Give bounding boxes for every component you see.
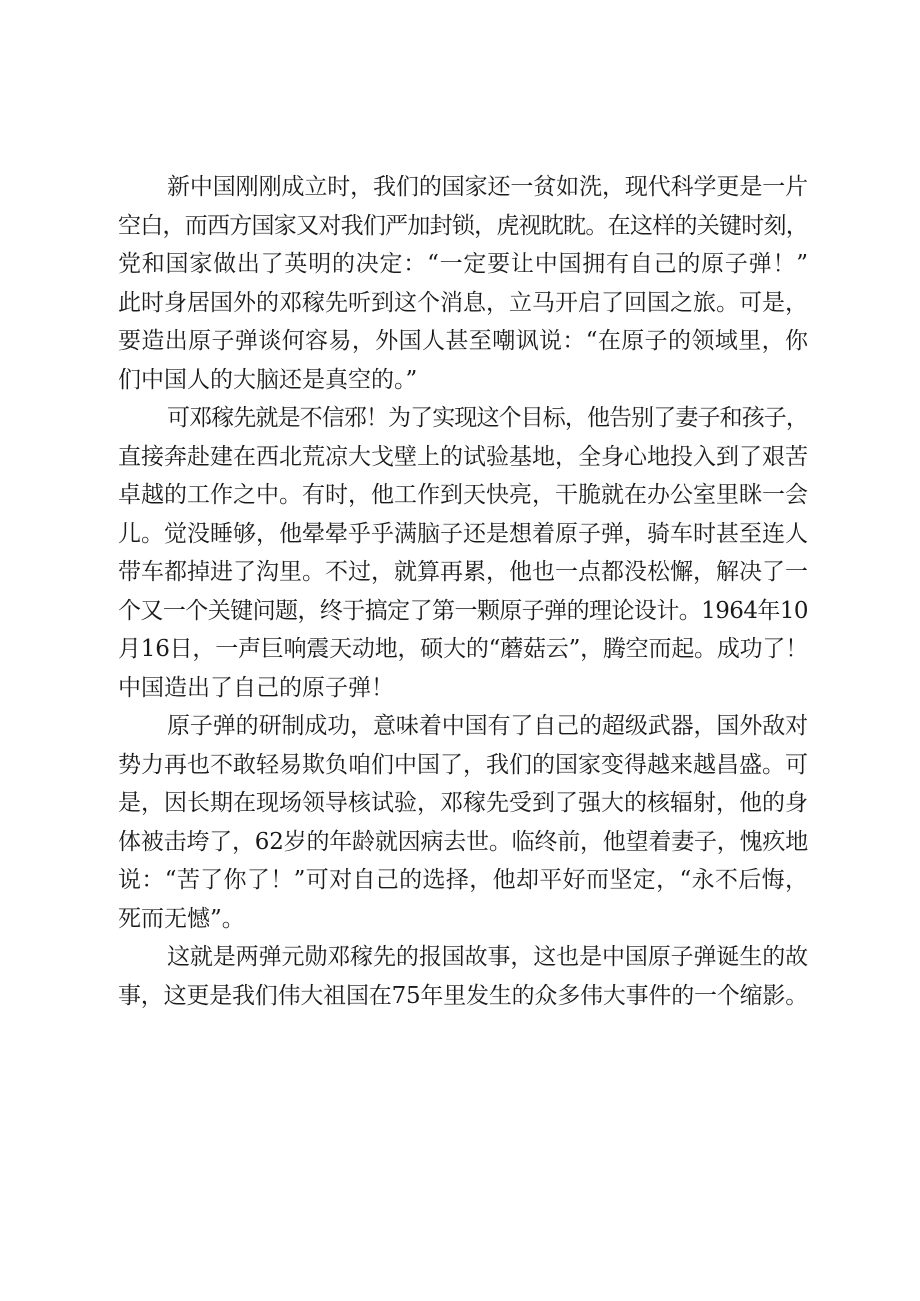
text-line: 们中国人的大脑还是真空的。” xyxy=(118,366,418,393)
text-line: 党和国家做出了英明的决定：“一定要让中国拥有自己的原子弹！” xyxy=(118,251,808,277)
paragraph-4 xyxy=(118,938,808,1015)
text-line: 事，这更是我们伟大祖国在75年里发生的众多伟大事件的一个缩影。 xyxy=(118,982,808,1009)
text-line: 可邓稼先就是不信邪！为了实现这个目标，他告别了妻子和孩子， xyxy=(167,405,809,431)
text-line: 中国造出了自己的原子弹！ xyxy=(118,674,394,701)
text-line: 势力再也不敢轻易欺负咱们中国了，我们的国家变得越来越昌盛。可 xyxy=(118,751,808,778)
paragraph-2 xyxy=(118,399,808,707)
text-line: 死而无憾”。 xyxy=(118,905,245,932)
text-line: 新中国刚刚成立时，我们的国家还一贫如洗，现代科学更是一片 xyxy=(167,174,809,200)
paragraph-3 xyxy=(118,707,808,938)
text-line: 此时身居国外的邓稼先听到这个消息，立马开启了回国之旅。可是， xyxy=(118,289,808,316)
paragraph-1 xyxy=(118,168,808,399)
text-line: 个又一个关键问题，终于搞定了第一颗原子弹的理论设计。1964年10 xyxy=(118,597,808,624)
text-line: 卓越的工作之中。有时，他工作到天快亮，干脆就在办公室里眯一会 xyxy=(118,482,808,508)
text-line: 是，因长期在现场领导核试验，邓稼先受到了强大的核辐射，他的身 xyxy=(118,790,808,816)
text-line: 说：“苦了你了！”可对自己的选择，他却平好而坚定，“永不后悔， xyxy=(118,867,808,893)
text-line: 带车都掉进了沟里。不过，就算再累，他也一点都没松懈，解决了一 xyxy=(118,559,808,585)
text-line: 这就是两弹元勋邓稼先的报国故事，这也是中国原子弹诞生的故 xyxy=(167,944,809,970)
text-line: 直接奔赴建在西北荒凉大戈壁上的试验基地，全身心地投入到了艰苦 xyxy=(118,443,808,470)
text-line: 月16日，一声巨响震天动地，硕大的“蘑菇云”，腾空而起。成功了！ xyxy=(118,636,808,662)
text-line: 体被击垮了，62岁的年龄就因病去世。临终前，他望着妻子，愧疚地 xyxy=(118,828,808,855)
text-line: 要造出原子弹谈何容易，外国人甚至嘲讽说：“在原子的领域里，你 xyxy=(118,328,808,354)
text-line: 空白，而西方国家又对我们严加封锁，虎视眈眈。在这样的关键时刻， xyxy=(118,212,809,239)
text-line: 儿。觉没睡够，他晕晕乎乎满脑子还是想着原子弹，骑车时甚至连人 xyxy=(118,520,808,547)
article-body xyxy=(118,168,808,1015)
text-line: 原子弹的研制成功，意味着中国有了自己的超级武器，国外敌对 xyxy=(167,713,809,739)
